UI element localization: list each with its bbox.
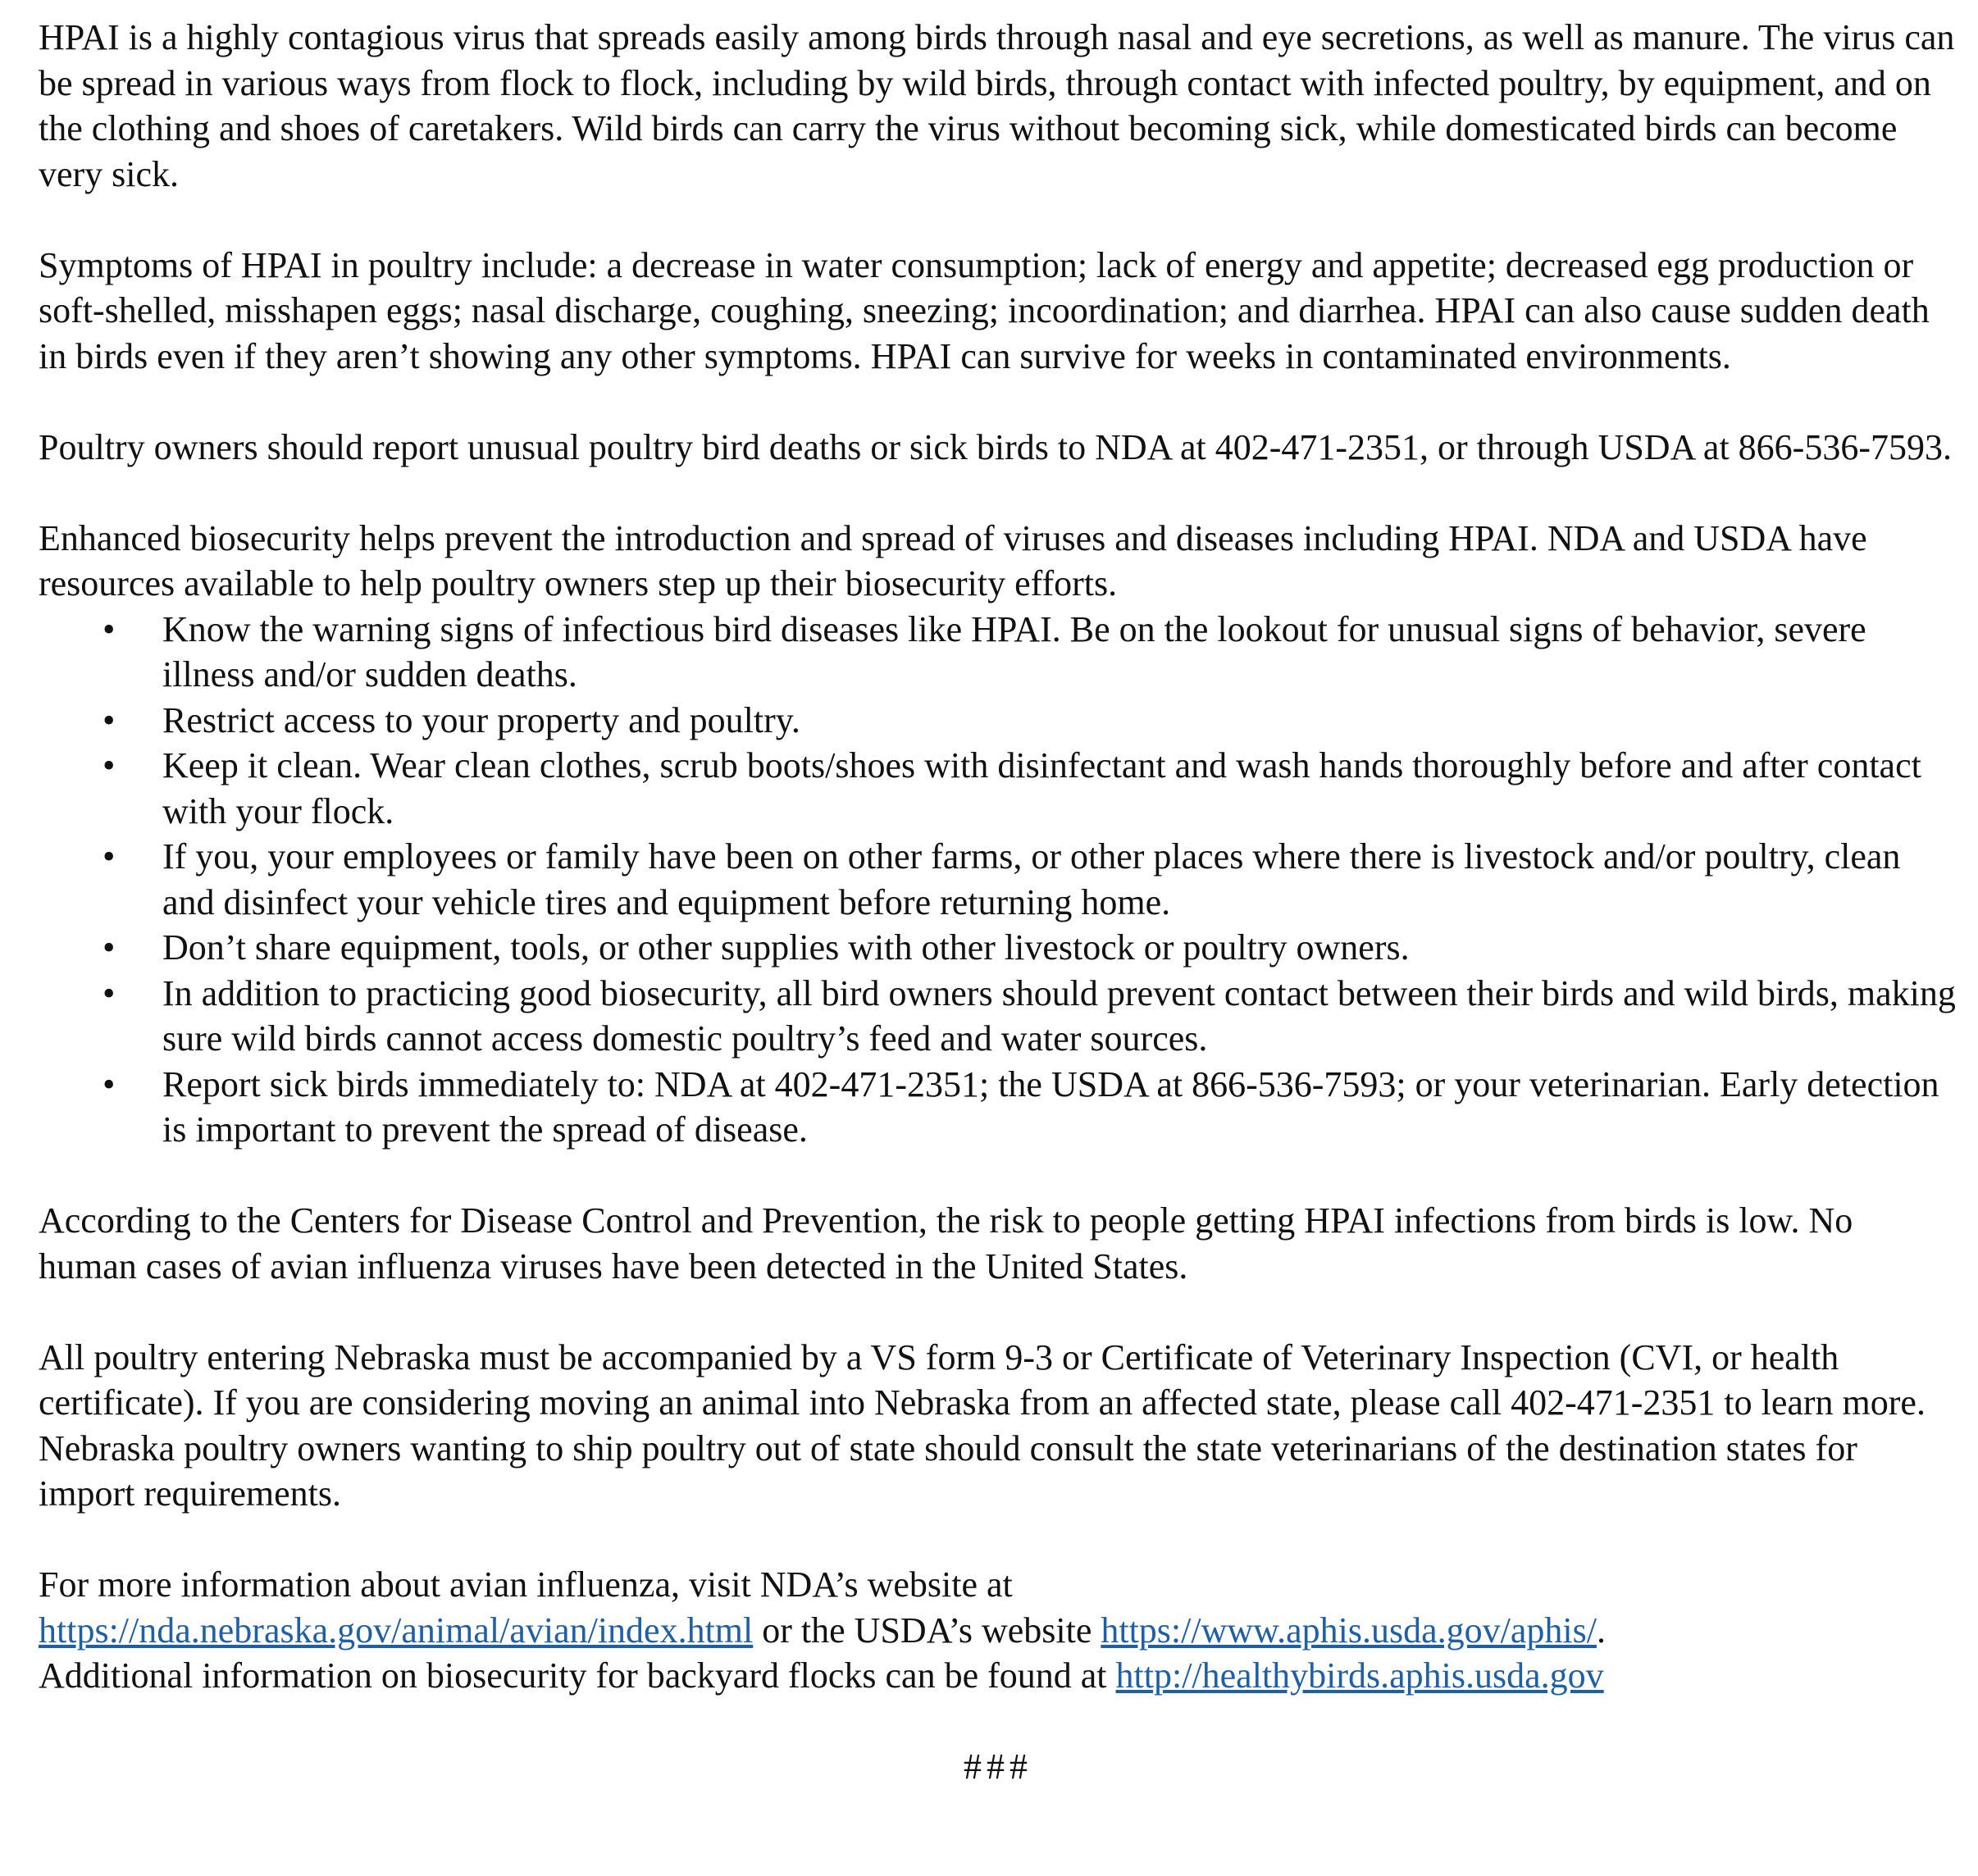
additional-info-text: Additional information on biosecurity for backyard flocks can be found at: [39, 1655, 1107, 1696]
list-item: [39, 1062, 1957, 1153]
list-item: [39, 698, 1957, 744]
list-item-text: Know the warning signs of infectious bird diseases like HPAI. Be on the lookout for unusual signs of behavior, severe illness and/or sudden deaths.: [162, 608, 1866, 694]
paragraph-more-info: [39, 1562, 1957, 1699]
list-item-text: Report sick birds immediately to: NDA at 402-471-2351; the USDA at 866-536-7593; or your veterinarian. Early detection is important to prevent the spread of disease.: [162, 1063, 1939, 1150]
list-item-text: In addition to practicing good biosecurity, all bird owners should prevent contact between their birds and wild birds, making sure wild birds cannot access domestic poultry’s feed and water sources.: [162, 972, 1956, 1059]
usda-website-text: or the USDA’s website: [762, 1610, 1092, 1651]
usda-aphis-link[interactable]: https://www.aphis.usda.gov/aphis/: [1101, 1610, 1597, 1651]
bullet-icon: •: [103, 745, 116, 785]
paragraph-biosecurity-intro: Enhanced biosecurity helps prevent the introduction and spread of viruses and diseases including HPAI. NDA and USDA have resources available to help poultry owners step up their biosecurity efforts.: [39, 517, 1867, 603]
list-item-text: Don’t share equipment, tools, or other supplies with other livestock or poultry owners.: [162, 927, 1410, 968]
list-item: [39, 971, 1957, 1062]
paragraph-import-requirements: All poultry entering Nebraska must be accompanied by a VS form 9-3 or Certificate of Veterinary Inspection (CVI, or health certificate). If you are considering moving an animal into Nebraska from an affected state, please call 402-471-2351 to learn more. Nebraska poultry owners wanting to ship poultry out of state should consult the state veterinarians of the destination states for import requirements.: [39, 1336, 1926, 1514]
end-of-release-mark: ###: [964, 1746, 1032, 1787]
sentence-period: .: [1596, 1610, 1606, 1651]
list-item: [39, 834, 1957, 925]
bullet-icon: •: [103, 1063, 116, 1104]
bullet-icon: •: [103, 836, 116, 877]
list-item: [39, 925, 1957, 971]
bullet-icon: •: [103, 927, 116, 968]
paragraph-cdc-risk: According to the Centers for Disease Control and Prevention, the risk to people getting HPAI infections from birds is low. No human cases of avian influenza viruses have been detected in the United States.: [39, 1200, 1853, 1286]
paragraph-symptoms: Symptoms of HPAI in poultry include: a decrease in water consumption; lack of energy and appetite; decreased egg production or soft-shelled, misshapen eggs; nasal discharge, coughing, sneezing; incoordination; and diarrhea. HPAI can also cause sudden death in birds even if they aren’t showing any other symptoms. HPAI can survive for weeks in contaminated environments.: [39, 244, 1930, 376]
nda-avian-link[interactable]: https://nda.nebraska.gov/animal/avian/index.html: [39, 1610, 754, 1651]
list-item-text: If you, your employees or family have been on other farms, or other places where there is livestock and/or poultry, clean and disinfect your vehicle tires and equipment before returning home.: [162, 836, 1901, 922]
bullet-icon: •: [103, 972, 116, 1013]
list-item-text: Keep it clean. Wear clean clothes, scrub boots/shoes with disinfectant and wash hands thoroughly before and after contact with your flock.: [162, 745, 1921, 831]
more-info-intro: For more information about avian influenza, visit NDA’s website at: [39, 1564, 1013, 1605]
list-item: [39, 607, 1957, 698]
list-item-text: Restrict access to your property and poultry.: [162, 699, 800, 740]
document-page: [39, 15, 1957, 1790]
paragraph-hpai-overview: HPAI is a highly contagious virus that spreads easily among birds through nasal and eye secretions, as well as manure. The virus can be spread in various ways from flock to flock, including by wild birds, through contact with infected poultry, by equipment, and on the clothing and shoes of caretakers. Wild birds can carry the virus without becoming sick, while domesticated birds can become very sick.: [39, 17, 1955, 194]
biosecurity-bullet-list: [39, 607, 1957, 1153]
bullet-icon: •: [103, 608, 116, 649]
paragraph-reporting: Poultry owners should report unusual poultry bird deaths or sick birds to NDA at 402-471-2351, or through USDA at 866-536-7593.: [39, 426, 1952, 467]
healthybirds-link[interactable]: http://healthybirds.aphis.usda.gov: [1115, 1655, 1604, 1696]
bullet-icon: •: [103, 699, 116, 740]
list-item: [39, 743, 1957, 834]
